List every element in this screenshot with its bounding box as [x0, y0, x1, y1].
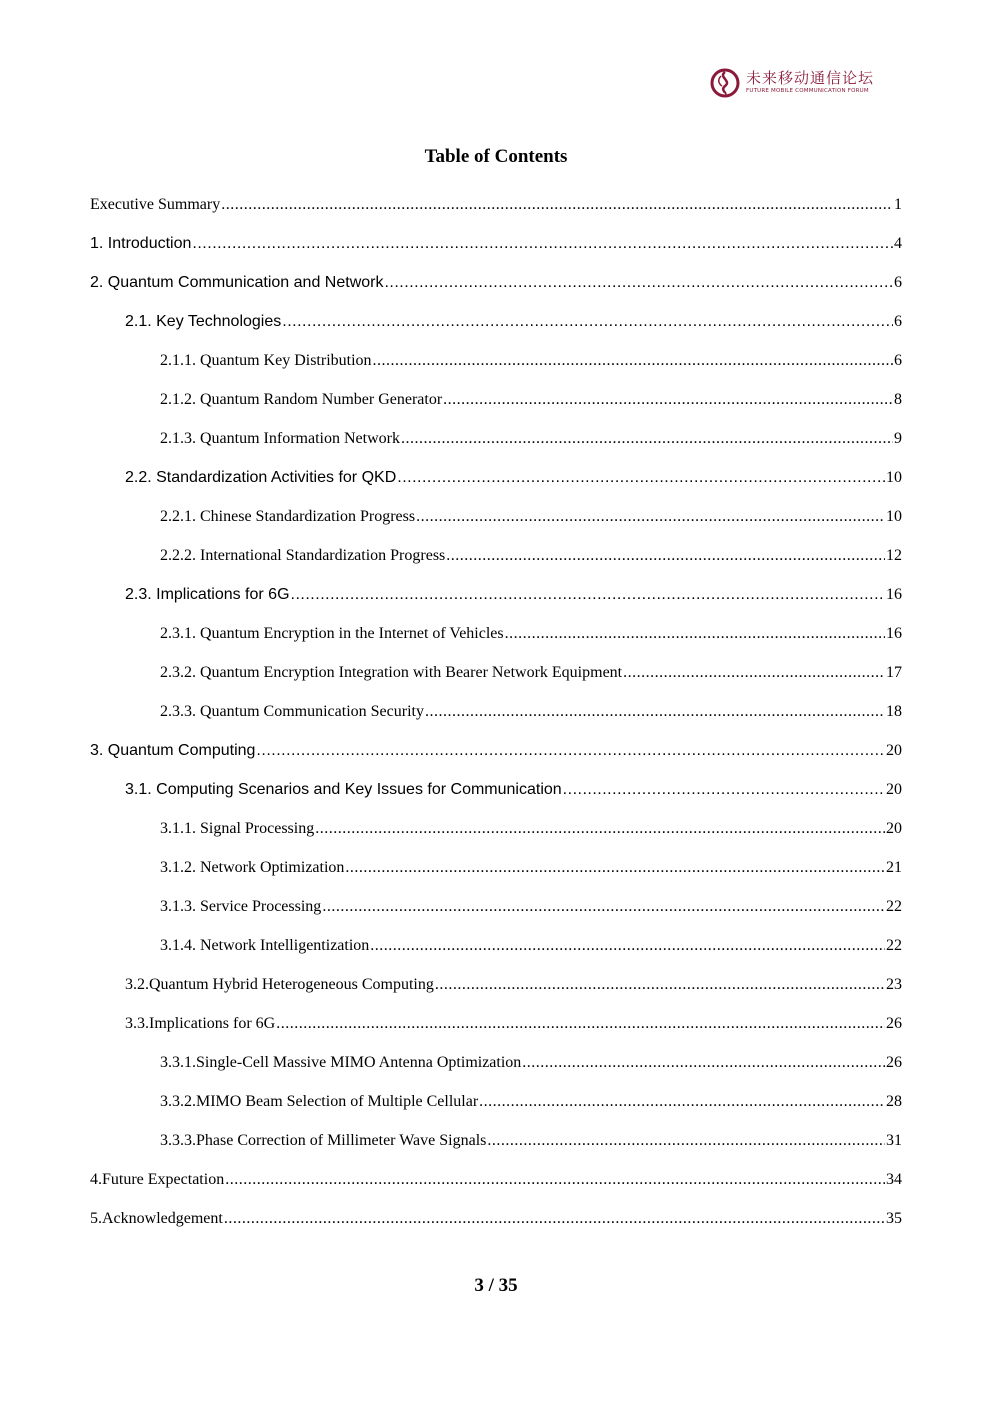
toc-entry-page: 10: [886, 508, 902, 525]
logo-chinese-text: 未来移动通信论坛: [746, 69, 875, 88]
toc-entry-label: 2.1.3. Quantum Information Network: [160, 430, 400, 447]
toc-entry-page: 16: [886, 625, 902, 642]
toc-leader-dots: [221, 196, 893, 214]
toc-entry-label: 4.Future Expectation: [90, 1171, 225, 1188]
toc-entry-label: 2.3. Implications for 6G: [125, 586, 290, 603]
toc-entry-page: 28: [886, 1093, 902, 1110]
toc-entry-page: 26: [886, 1015, 902, 1032]
toc-entry-label: 3.1.3. Service Processing: [160, 898, 322, 915]
toc-entry-page: 6: [894, 274, 902, 291]
toc-entry-label: 2.1. Key Technologies: [125, 313, 282, 330]
toc-entry-page: 35: [886, 1210, 902, 1227]
toc-entry[interactable]: [90, 1083, 902, 1111]
toc-leader-dots: [322, 898, 885, 916]
toc-entry[interactable]: [90, 654, 902, 682]
toc-entry[interactable]: [90, 615, 902, 643]
toc-leader-dots: [370, 937, 885, 955]
toc-entry-page: 8: [894, 391, 902, 408]
toc-entry-page: 6: [894, 352, 902, 369]
toc-entry-label: 3.2.Quantum Hybrid Heterogeneous Computing: [125, 976, 434, 993]
toc-entry-page: 10: [886, 469, 902, 486]
toc-entry-page: 21: [886, 859, 902, 876]
toc-entry-page: 18: [886, 703, 902, 720]
toc-entry-label: 3.3.2.MIMO Beam Selection of Multiple Cellular: [160, 1093, 479, 1110]
toc-entry[interactable]: [90, 888, 902, 916]
toc-entry[interactable]: [90, 966, 902, 994]
toc-entry-label: 2.3.2. Quantum Encryption Integration with Bearer Network Equipment: [160, 664, 623, 681]
toc-entry-page: 26: [886, 1054, 902, 1071]
toc-entry[interactable]: [90, 1005, 902, 1033]
toc-entry-label: 2.1.2. Quantum Random Number Generator: [160, 391, 443, 408]
forum-logo-icon: [710, 68, 740, 98]
toc-entry-page: 20: [886, 781, 902, 798]
toc-entry[interactable]: [90, 810, 902, 838]
toc-entry[interactable]: [90, 264, 902, 292]
toc-leader-dots: [479, 1093, 885, 1111]
toc-entry-page: 20: [886, 820, 902, 837]
toc-entry-label: 1. Introduction: [90, 235, 192, 252]
toc-entry-page: 17: [886, 664, 902, 681]
toc-leader-dots: [435, 976, 885, 994]
toc-entry[interactable]: [90, 225, 902, 253]
toc-leader-dots: [505, 625, 885, 643]
toc-entry-label: 3.1.4. Network Intelligentization: [160, 937, 370, 954]
toc-entry-label: 2. Quantum Communication and Network: [90, 274, 384, 291]
toc-entry[interactable]: [90, 498, 902, 526]
toc-entry[interactable]: [90, 381, 902, 409]
toc-leader-dots: [224, 1210, 885, 1228]
toc-entry-page: 20: [886, 742, 902, 759]
toc-entry-page: 4: [894, 235, 902, 252]
toc-entry-page: 22: [886, 898, 902, 915]
toc-entry-page: 16: [886, 586, 902, 603]
toc-entry[interactable]: [90, 849, 902, 877]
toc-entry-label: 2.3.1. Quantum Encryption in the Internet of Vehicles: [160, 625, 504, 642]
toc-entry[interactable]: [90, 1161, 902, 1189]
toc-entry-label: 3.3.3.Phase Correction of Millimeter Wave Signals: [160, 1132, 487, 1149]
toc-leader-dots: [401, 430, 893, 448]
toc-entry-label: 5.Acknowledgement: [90, 1210, 223, 1227]
toc-entry[interactable]: [90, 1044, 902, 1072]
toc-entry[interactable]: [90, 732, 902, 760]
toc-entry[interactable]: [90, 342, 902, 370]
toc-leader-dots: [192, 235, 893, 253]
toc-leader-dots: [623, 664, 885, 682]
toc-entry-label: 2.2.2. International Standardization Progress: [160, 547, 446, 564]
toc-entry-page: 34: [886, 1171, 902, 1188]
toc-leader-dots: [345, 859, 885, 877]
toc-entry-label: 3.3.Implications for 6G: [125, 1015, 276, 1032]
page-title: Table of Contents: [424, 146, 568, 167]
toc-leader-dots: [563, 781, 885, 799]
toc-entry-page: 6: [894, 313, 902, 330]
toc-leader-dots: [416, 508, 885, 526]
toc-entry-page: 31: [886, 1132, 902, 1149]
toc-entry[interactable]: [90, 576, 902, 604]
toc-entry[interactable]: [90, 693, 902, 721]
toc-entry[interactable]: [90, 303, 902, 331]
toc-entry[interactable]: [90, 186, 902, 214]
toc-entry-page: 22: [886, 937, 902, 954]
toc-entry[interactable]: [90, 927, 902, 955]
toc-leader-dots: [373, 352, 893, 370]
toc-entry-label: 2.2. Standardization Activities for QKD: [125, 469, 397, 486]
toc-entry-label: 2.2.1. Chinese Standardization Progress: [160, 508, 416, 525]
toc-entry-label: 3.1.1. Signal Processing: [160, 820, 315, 837]
toc-entry[interactable]: [90, 771, 902, 799]
toc-entry-page: 23: [886, 976, 902, 993]
toc-leader-dots: [425, 703, 885, 721]
toc-leader-dots: [384, 274, 893, 292]
toc-leader-dots: [256, 742, 885, 760]
toc-entry-label: 2.1.1. Quantum Key Distribution: [160, 352, 372, 369]
toc-entry-page: 9: [894, 430, 902, 447]
toc-entry-label: 3.3.1.Single-Cell Massive MIMO Antenna Optimization: [160, 1054, 522, 1071]
toc-entry[interactable]: [90, 1122, 902, 1150]
toc-entry-label: 3. Quantum Computing: [90, 742, 256, 759]
toc-leader-dots: [443, 391, 893, 409]
forum-logo: [710, 68, 874, 98]
toc-leader-dots: [522, 1054, 885, 1072]
toc-leader-dots: [282, 313, 893, 331]
toc-leader-dots: [315, 820, 885, 838]
toc-leader-dots: [276, 1015, 885, 1033]
page-number: 3 / 35: [474, 1275, 518, 1296]
toc-entry[interactable]: [90, 1200, 902, 1228]
toc-leader-dots: [446, 547, 885, 565]
toc-leader-dots: [397, 469, 885, 487]
toc-entry[interactable]: [90, 537, 902, 565]
toc-entry[interactable]: [90, 420, 902, 448]
toc-entry-page: 1: [894, 196, 902, 213]
toc-entry-label: 3.1.2. Network Optimization: [160, 859, 345, 876]
toc-entry-label: 3.1. Computing Scenarios and Key Issues for Communication: [125, 781, 562, 798]
toc-entry-label: 2.3.3. Quantum Communication Security: [160, 703, 424, 720]
toc-leader-dots: [487, 1132, 885, 1150]
logo-english-text: FUTURE MOBILE COMMUNICATION FORUM: [746, 88, 869, 95]
toc-entry[interactable]: [90, 459, 902, 487]
toc-entry-label: Executive Summary: [90, 196, 221, 213]
toc-leader-dots: [225, 1171, 885, 1189]
toc-leader-dots: [291, 586, 885, 604]
toc-entry-page: 12: [886, 547, 902, 564]
